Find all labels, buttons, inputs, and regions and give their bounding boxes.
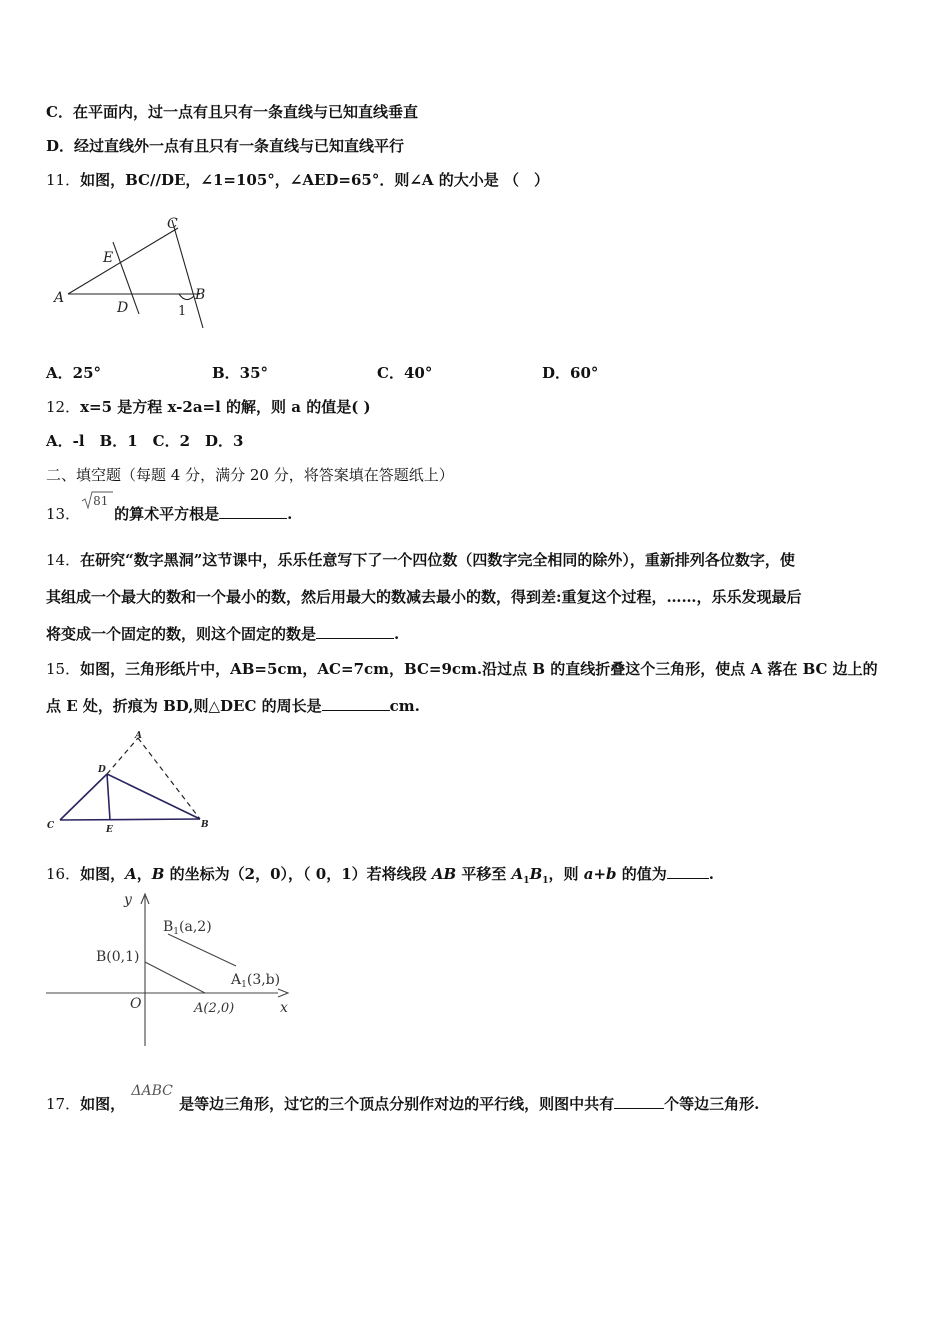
q16-origin: O <box>130 996 142 1012</box>
q16-expression: a+b <box>583 865 617 883</box>
q11-option-b: B．35° <box>212 364 269 382</box>
q16-label-a1-sub: 1 <box>241 980 247 990</box>
q16-point-a1: A <box>511 865 524 883</box>
q13-sqrt <box>80 494 114 524</box>
q11-label-angle1: 1 <box>178 304 187 319</box>
q16-axis-x: x <box>280 1000 288 1016</box>
q15-text-line2: 点 E 处，折痕为 BD,则△DEC 的周长是 <box>46 697 322 715</box>
q14-line2: 其组成一个最大的数和一个最小的数，然后用最大的数减去最小的数，得到差:重复这个过程，……，乐乐发现最后 <box>46 588 802 606</box>
q15-label-c: C <box>47 821 55 831</box>
q13-text: 的算术平方根是 <box>114 505 220 523</box>
q11-option-a: A．25° <box>46 364 102 382</box>
q13-stem <box>46 494 293 524</box>
q14-text-line1: 在研究“数字黑洞”这节课中，乐乐任意写下了一个四位数（四数字完全相同的除外），重新排列各位数字，使 <box>80 551 795 569</box>
q16-point-b: B <box>151 865 165 883</box>
q11-label-e: E <box>103 250 114 266</box>
q17-stem <box>46 1083 760 1115</box>
q11-stem <box>46 170 549 190</box>
q16-point-a: A <box>125 865 137 883</box>
q15-label-e: E <box>106 825 113 835</box>
q16-label-a-origin: A(2,0) <box>194 1001 235 1016</box>
q11-text: 如图，BC//DE，∠1=105°，∠AED=65°．则∠A 的大小是 （ ） <box>80 171 550 189</box>
q17-triangle: ΔABC <box>131 1083 173 1099</box>
q16-text-5: 的值为 <box>616 865 667 883</box>
q16-axis-y: y <box>124 892 132 908</box>
q13-answer-blank[interactable] <box>219 504 287 519</box>
q16-label-b-origin: B(0,1) <box>96 949 140 965</box>
q16-figure <box>40 888 300 1050</box>
q16-sub-2: 1 <box>542 876 549 886</box>
q16-label-b1-coords: (a,2) <box>179 919 212 935</box>
q16-sub-1: 1 <box>523 876 530 886</box>
q16-point-b1: B <box>529 865 543 883</box>
q15-label-b: B <box>201 820 209 830</box>
q11-label-a: A <box>54 290 65 306</box>
q15-text-line1: 如图，三角形纸片中，AB=5cm，AC=7cm，BC=9cm.沿过点 B 的直线折叠这个三角形，使点 A 落在 BC 边上的 <box>80 660 878 678</box>
q16-label-a1-letter: A <box>231 972 242 988</box>
q16-label-b1-letter: B <box>163 919 174 935</box>
q15-label-d: D <box>98 765 106 775</box>
q13-radicand: 81 <box>93 494 109 508</box>
q17-answer-blank[interactable] <box>614 1094 664 1109</box>
q11-option-d: D．60° <box>542 364 599 382</box>
q12-text: x=5 是方程 x-2a=l 的解，则 a 的值是( ) <box>80 398 371 416</box>
q17-text-2: 是等边三角形，过它的三个顶点分别作对边的平行线，则图中共有 <box>179 1095 615 1113</box>
q14-text-line3: 将变成一个固定的数，则这个固定的数是 <box>46 625 317 643</box>
q16-label-b1-sub: 1 <box>173 927 180 937</box>
q11-figure <box>50 208 220 333</box>
q16-text-4: ，则 <box>548 865 584 883</box>
q12-options: A．-l B．1 C．2 D．3 <box>46 432 244 450</box>
q16-number: 16． <box>46 865 81 883</box>
q15-label-a: A <box>135 731 142 741</box>
q16-text-3: 平移至 <box>456 865 512 883</box>
q11-number: 11． <box>46 171 81 189</box>
q17-text-3: 个等边三角形. <box>664 1095 760 1113</box>
q16-end: . <box>708 865 714 883</box>
q17-text-1: 如图， <box>80 1095 126 1113</box>
q14-end: . <box>394 625 400 643</box>
q11-label-d: D <box>117 300 129 316</box>
q14-answer-blank[interactable] <box>316 624 394 639</box>
q14-number: 14． <box>46 551 81 569</box>
q16-text-2: 的坐标为（2，0），（ 0，1）若将线段 <box>164 865 432 883</box>
q15-line1 <box>46 659 878 679</box>
q14-line3 <box>46 624 399 644</box>
q16-sep: ， <box>136 865 152 883</box>
q15-end: cm. <box>389 697 420 715</box>
q11-label-c: C <box>167 216 178 232</box>
q15-number: 15． <box>46 660 81 678</box>
q10-option-d: D．经过直线外一点有且只有一条直线与已知直线平行 <box>46 137 405 155</box>
q15-figure <box>44 728 219 838</box>
q16-label-b1 <box>163 919 212 937</box>
q10-option-c: C．在平面内，过一点有且只有一条直线与已知直线垂直 <box>46 103 418 121</box>
q12-stem <box>46 397 371 417</box>
q11-option-c: C．40° <box>377 364 433 382</box>
q16-segment-ab: AB <box>431 865 457 883</box>
q13-number: 13． <box>46 505 81 523</box>
q17-number: 17． <box>46 1095 81 1113</box>
q16-text-1: 如图， <box>80 865 126 883</box>
q12-number: 12． <box>46 398 81 416</box>
q16-label-a1 <box>230 972 280 990</box>
q14-line1 <box>46 550 795 570</box>
q16-stem <box>46 864 714 891</box>
q16-label-a1-coords: (3,b) <box>246 972 281 988</box>
q15-answer-blank[interactable] <box>322 696 390 711</box>
q11-label-b: B <box>195 287 206 303</box>
q13-end: . <box>287 505 293 523</box>
section-heading-fill-in: 二、填空题（每题 4 分，满分 20 分，将答案填在答题纸上） <box>46 466 454 484</box>
q16-answer-blank[interactable] <box>667 864 709 879</box>
q15-line2 <box>46 696 420 716</box>
